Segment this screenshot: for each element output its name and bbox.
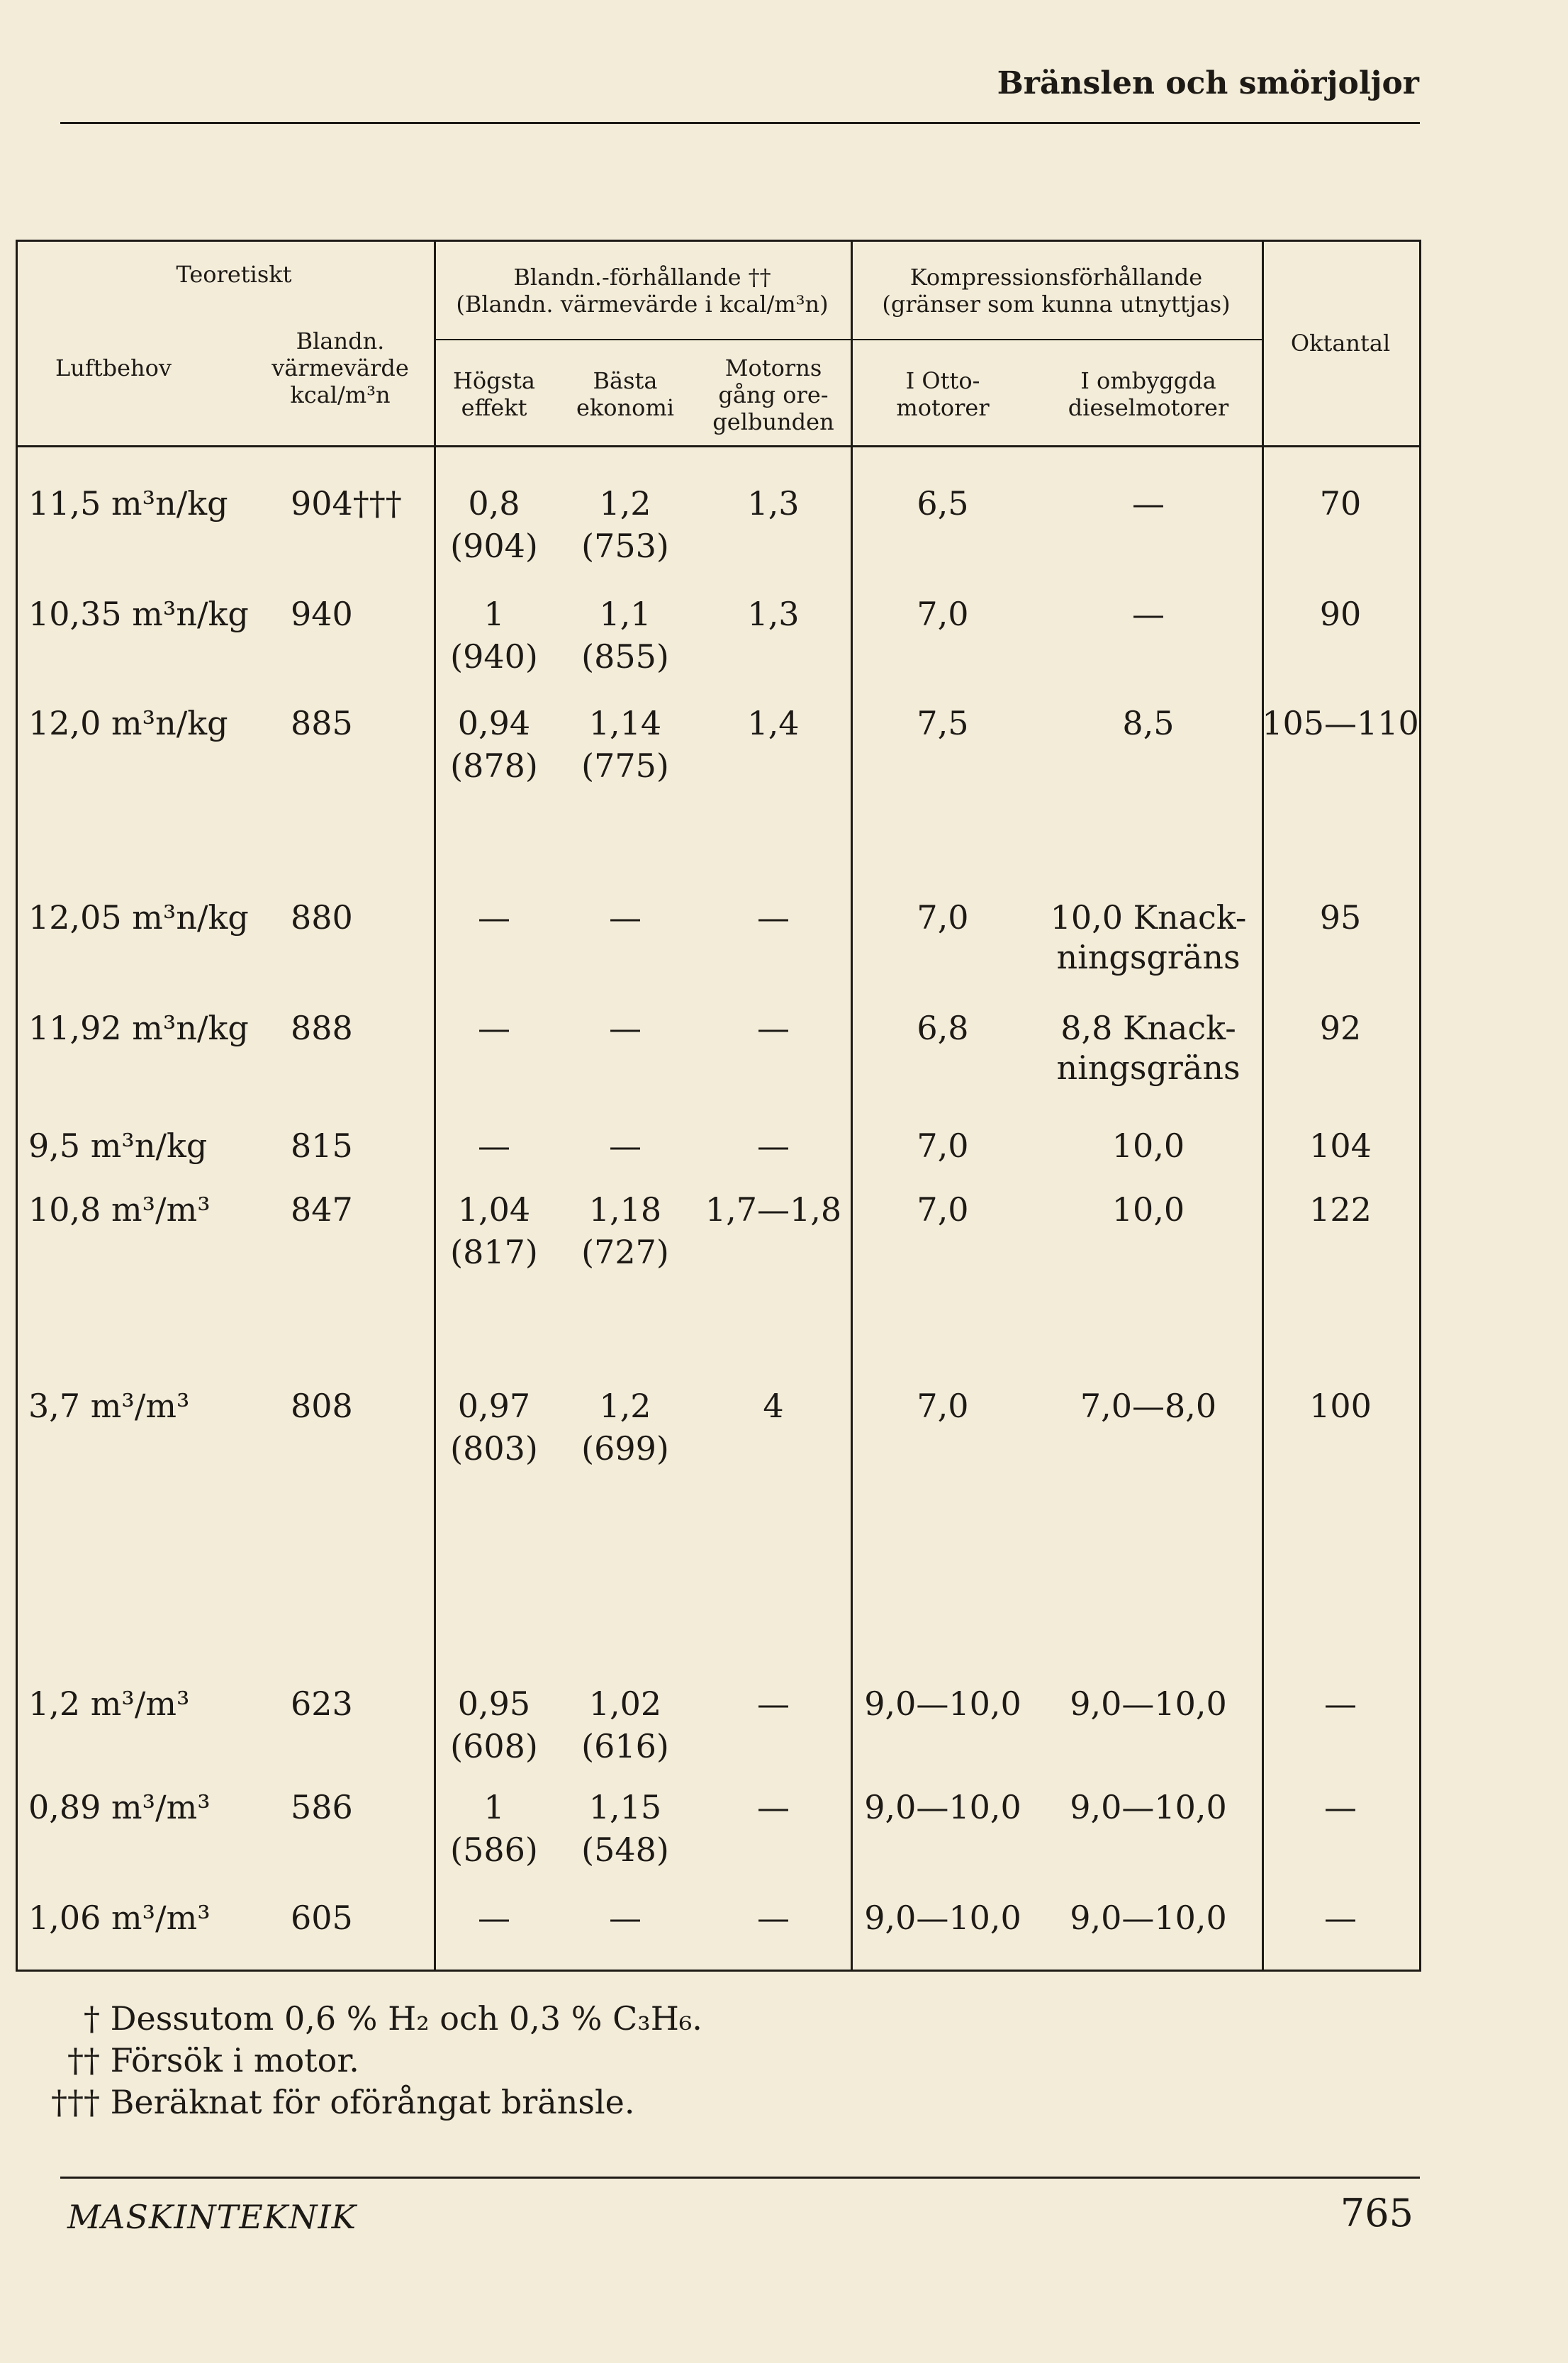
cell-engine-irregular: —: [757, 1788, 790, 1826]
page-number: 765: [1340, 2191, 1413, 2235]
cell-max-effect: —: [478, 1127, 510, 1165]
subheader-rule-compression: [851, 339, 1262, 340]
cell-otto: 7,0: [917, 1387, 969, 1425]
cell-rebuilt-diesel-cont: ningsgräns: [1056, 1049, 1241, 1087]
cell-engine-irregular: —: [757, 1009, 790, 1047]
cell-rebuilt-diesel: 8,8 Knack-: [1060, 1009, 1236, 1047]
cell-octane: 90: [1319, 595, 1362, 633]
cell-max-effect: —: [478, 898, 510, 937]
cell-best-economy-heat: (699): [581, 1429, 669, 1468]
cell-air-need: 12,05 m³n/kg: [28, 898, 249, 937]
journal-name: MASKINTEKNIK: [67, 2198, 357, 2236]
cell-best-economy: —: [609, 1899, 642, 1937]
table-right-edge: [1419, 240, 1421, 1972]
cell-mix-heat: 940: [291, 595, 353, 633]
cell-best-economy: —: [609, 898, 642, 937]
cell-best-economy-heat: (616): [581, 1727, 669, 1765]
cell-max-effect-heat: (878): [450, 747, 538, 785]
table-bottom-rule: [16, 1970, 1419, 1972]
cell-engine-irregular: 1,3: [747, 595, 800, 633]
cell-octane: —: [1324, 1788, 1357, 1826]
cell-otto: 9,0—10,0: [864, 1899, 1021, 1937]
footer-rule: [60, 2177, 1420, 2179]
cell-otto: 7,0: [917, 1190, 969, 1229]
header-best-economy: Bästa ekonomi: [576, 367, 675, 421]
footnote-2: †† Försök i motor.: [67, 2041, 359, 2079]
cell-octane: 104: [1309, 1127, 1372, 1165]
cell-rebuilt-diesel: 8,5: [1122, 704, 1175, 742]
cell-mix-heat: 586: [291, 1788, 353, 1826]
cell-mix-heat: 880: [291, 898, 353, 937]
cell-mix-heat: 847: [291, 1190, 353, 1229]
cell-mix-heat: 888: [291, 1009, 353, 1047]
cell-max-effect-heat: (817): [450, 1233, 538, 1271]
cell-rebuilt-diesel-cont: ningsgräns: [1056, 938, 1241, 976]
cell-otto: 7,0: [917, 898, 969, 937]
cell-max-effect: 1: [483, 595, 505, 633]
header-max-effect: Högsta effekt: [452, 367, 535, 421]
cell-max-effect-heat: (940): [450, 637, 538, 676]
cell-best-economy-heat: (548): [581, 1831, 669, 1869]
cell-octane: 105—110: [1262, 704, 1419, 742]
cell-engine-irregular: —: [757, 1127, 790, 1165]
header-octane: Oktantal: [1290, 330, 1391, 357]
subheader-rule-ratio: [434, 339, 851, 340]
cell-octane: 70: [1319, 484, 1362, 523]
cell-rebuilt-diesel: 9,0—10,0: [1070, 1899, 1227, 1937]
cell-otto: 9,0—10,0: [864, 1685, 1021, 1723]
cell-rebuilt-diesel: 10,0 Knack-: [1050, 898, 1247, 937]
cell-max-effect: 0,8: [468, 484, 520, 523]
cell-octane: 95: [1319, 898, 1362, 937]
cell-best-economy-heat: (775): [581, 747, 669, 785]
cell-max-effect: —: [478, 1899, 510, 1937]
cell-best-economy: 1,15: [588, 1788, 662, 1826]
header-engine-run: Motorns gång ore- gelbunden: [712, 354, 834, 435]
cell-best-economy: 1,1: [599, 595, 651, 633]
cell-best-economy: —: [609, 1127, 642, 1165]
cell-octane: 100: [1309, 1387, 1372, 1425]
footnote-1: † Dessutom 0,6 % H₂ och 0,3 % C₃H₆.: [84, 1999, 702, 2038]
cell-otto: 6,5: [917, 484, 969, 523]
cell-best-economy: 1,2: [599, 1387, 651, 1425]
cell-octane: —: [1324, 1685, 1357, 1723]
header-air-need: Luftbehov: [55, 354, 172, 381]
cell-air-need: 11,5 m³n/kg: [28, 484, 228, 523]
cell-air-need: 1,06 m³/m³: [28, 1899, 211, 1937]
header-theoretical: Teoretiskt: [176, 261, 292, 288]
cell-engine-irregular: 1,4: [747, 704, 800, 742]
header-mix-heat: Blandn. värmevärde kcal/m³n: [271, 328, 409, 408]
cell-max-effect-heat: (803): [450, 1429, 538, 1468]
cell-air-need: 0,89 m³/m³: [28, 1788, 211, 1826]
cell-max-effect-heat: (904): [450, 527, 538, 565]
cell-engine-irregular: 1,3: [747, 484, 800, 523]
cell-rebuilt-diesel: 10,0: [1111, 1190, 1185, 1229]
header-otto: I Otto- motorer: [896, 367, 990, 421]
table-left-edge: [16, 240, 18, 1972]
cell-otto: 7,0: [917, 595, 969, 633]
cell-rebuilt-diesel: 10,0: [1111, 1127, 1185, 1165]
cell-air-need: 3,7 m³/m³: [28, 1387, 190, 1425]
cell-air-need: 9,5 m³n/kg: [28, 1127, 208, 1165]
table-header-rule: [16, 445, 1419, 447]
cell-max-effect: 1: [483, 1788, 505, 1826]
cell-air-need: 10,8 m³/m³: [28, 1190, 211, 1229]
cell-engine-irregular: —: [757, 898, 790, 937]
cell-max-effect-heat: (586): [450, 1831, 538, 1869]
cell-best-economy-heat: (855): [581, 637, 669, 676]
cell-engine-irregular: —: [757, 1899, 790, 1937]
header-compression: Kompressionsförhållande (gränser som kunna utnyttjas): [882, 264, 1231, 318]
cell-mix-heat: 623: [291, 1685, 353, 1723]
cell-best-economy: —: [609, 1009, 642, 1047]
cell-air-need: 11,92 m³n/kg: [28, 1009, 249, 1047]
cell-mix-heat: 605: [291, 1899, 353, 1937]
header-mix-ratio: Blandn.-förhållande †† (Blandn. värmevärde i kcal/m³n): [456, 264, 829, 318]
cell-otto: 6,8: [917, 1009, 969, 1047]
cell-max-effect: 0,95: [457, 1685, 531, 1723]
cell-air-need: 12,0 m³n/kg: [28, 704, 228, 742]
header-rebuilt-diesel: I ombyggda dieselmotorer: [1068, 367, 1229, 421]
cell-otto: 7,5: [917, 704, 969, 742]
cell-mix-heat: 904†††: [291, 484, 402, 523]
cell-best-economy: 1,02: [588, 1685, 662, 1723]
cell-octane: 92: [1319, 1009, 1362, 1047]
cell-best-economy: 1,18: [588, 1190, 662, 1229]
cell-best-economy-heat: (753): [581, 527, 669, 565]
cell-air-need: 1,2 m³/m³: [28, 1685, 190, 1723]
cell-otto: 9,0—10,0: [864, 1788, 1021, 1826]
cell-best-economy: 1,14: [588, 704, 662, 742]
cell-octane: 122: [1309, 1190, 1372, 1229]
cell-max-effect: 0,94: [457, 704, 531, 742]
cell-engine-irregular: 1,7—1,8: [705, 1190, 842, 1229]
running-header: Bränslen och smörjoljor: [997, 65, 1419, 101]
cell-mix-heat: 815: [291, 1127, 353, 1165]
cell-otto: 7,0: [917, 1127, 969, 1165]
cell-max-effect-heat: (608): [450, 1727, 538, 1765]
cell-max-effect: —: [478, 1009, 510, 1047]
footnote-3: ††† Beräknat för oförångat bränsle.: [51, 2083, 635, 2121]
cell-best-economy: 1,2: [599, 484, 651, 523]
cell-rebuilt-diesel: 9,0—10,0: [1070, 1788, 1227, 1826]
cell-best-economy-heat: (727): [581, 1233, 669, 1271]
cell-rebuilt-diesel: —: [1132, 595, 1165, 633]
cell-mix-heat: 808: [291, 1387, 353, 1425]
cell-max-effect: 1,04: [457, 1190, 531, 1229]
cell-rebuilt-diesel: —: [1132, 484, 1165, 523]
cell-rebuilt-diesel: 7,0—8,0: [1080, 1387, 1217, 1425]
table-top-rule: [16, 240, 1419, 242]
cell-rebuilt-diesel: 9,0—10,0: [1070, 1685, 1227, 1723]
cell-octane: —: [1324, 1899, 1357, 1937]
cell-mix-heat: 885: [291, 704, 353, 742]
cell-air-need: 10,35 m³n/kg: [28, 595, 249, 633]
cell-max-effect: 0,97: [457, 1387, 531, 1425]
cell-engine-irregular: —: [757, 1685, 790, 1723]
header-rule: [60, 122, 1420, 124]
cell-engine-irregular: 4: [763, 1387, 784, 1425]
